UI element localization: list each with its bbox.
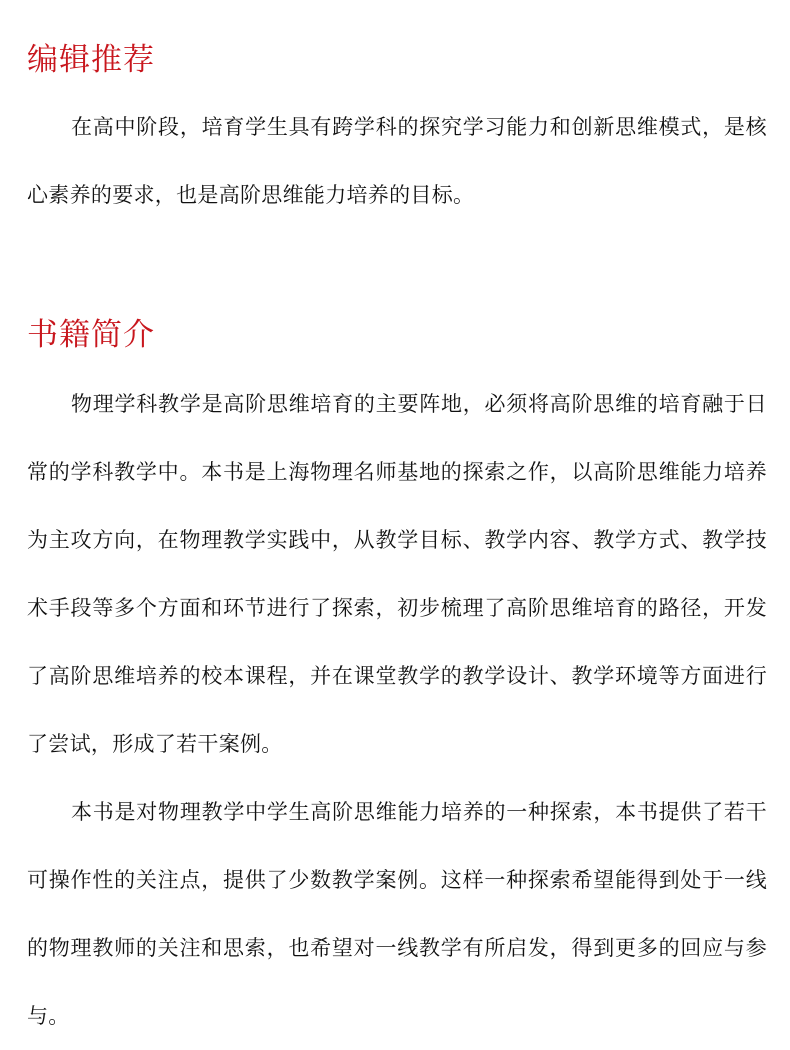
editor-recommendation-heading: 编辑推荐 [27,42,155,78]
editor-recommendation-paragraph: 在高中阶段，培育学生具有跨学科的探究学习能力和创新思维模式，是核心素养的要求，也是高阶思维能力培养的目标。 [27,115,767,207]
book-introduction-paragraph-1: 物理学科教学是高阶思维培育的主要阵地，必须将高阶思维的培育融于日常的学科教学中。本书是上海物理名师基地的探索之作，以高阶思维能力培养为主攻方向，在物理教学实践中，从教学目标、教学内容、教学方式、教学技术手段等多个方面和环节进行了探索，初步梳理了高阶思维培育的路径，开发了高阶思维培养的校本课程，并在课堂教学的教学设计、教学环境等方面进行了尝试，形成了若干案例。 [27,392,767,756]
editor-recommendation-section [27,40,767,229]
book-introduction-heading: 书籍简介 [27,317,155,353]
book-introduction-paragraph-2: 本书是对物理教学中学生高阶思维能力培养的一种探索，本书提供了若干可操作性的关注点，提供了少数教学案例。这样一种探索希望能得到处于一线的物理教师的关注和思索，也希望对一线教学有所启发，得到更多的回应与参与。 [27,800,767,1028]
book-introduction-section [27,315,767,1050]
